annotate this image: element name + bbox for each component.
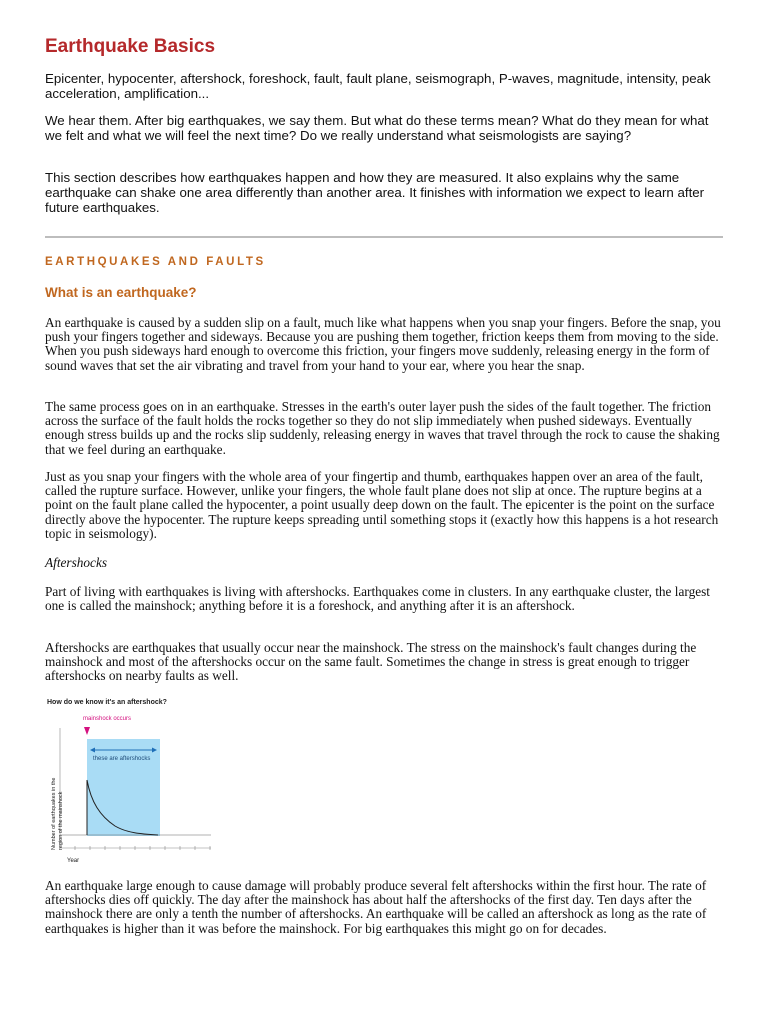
paragraph-clusters: Part of living with earthquakes is living with aftershocks. Earthquakes come in clusters. In any earthquake cluster, the largest one is called the mainshock; anything before it is a foreshock, and anything after it is an aftershock. bbox=[45, 584, 710, 614]
subheading: What is an earthquake? bbox=[45, 285, 197, 300]
paragraph-stress: Aftershocks are earthquakes that usually occur near the mainshock. The stress on the mainshock's fault changes during the mainshock and most of the aftershocks occur on the same fault. Sometimes the change in stress is great enough to trigger aftershocks on nearby faults as well. bbox=[45, 640, 697, 684]
paragraph-process: The same process goes on in an earthquake. Stresses in the earth's outer layer push the sides of the fault together. The friction across the surface of the fault holds the rocks together so they do not slip immediately when pushed sideways. Eventually enough stress builds up and the rocks slip suddenly, releasing energy in waves that travel through the rock to cause the shaking that we feel during an earthquake. bbox=[45, 399, 720, 457]
paragraph-rupture: Just as you snap your fingers with the whole area of your fingertip and thumb, earthquakes happen over an area of the fault, called the rupture surface. However, unlike your fingers, the whole fault plane does not slip at once. The rupture begins at a point on the fault plane called the hypocenter, a point usually deep down on the fault. The epicenter is the point on the surface directly above the hypocenter. The rupture keeps spreading until something stops it (exactly how this happens is a hot research topic in seismology). bbox=[45, 469, 719, 541]
aftershock-period bbox=[87, 739, 160, 836]
intro-question: We hear them. After big earthquakes, we say them. But what do these terms mean? What do they mean for what we felt and what we will feel the next time? Do we really understand what seismologists are saying? bbox=[45, 113, 709, 143]
paragraph-aftershock-rate: An earthquake large enough to cause damage will probably produce several felt aftershocks within the first hour. The rate of aftershocks dies off quickly. The day after the mainshock has about half the aftershocks of the first day. Ten days after the mainshock there are only a tenth the number of aftershocks. An earthquake will be called an aftershock as long as the rate of earthquakes is higher than it was before the mainshock. For big earthquakes this might go on for decades. bbox=[45, 878, 707, 936]
page-title: Earthquake Basics bbox=[45, 36, 216, 57]
figure-title: How do we know it's an aftershock? bbox=[47, 699, 167, 706]
section-divider bbox=[45, 236, 723, 238]
aftershocks-heading: Aftershocks bbox=[45, 555, 108, 570]
intro-terms: Epicenter, hypocenter, aftershock, foreshock, fault, fault plane, seismograph, P-waves, magnitude, intensity, peak acceleration, amplification... bbox=[45, 71, 711, 101]
aftershock-label: these are aftershocks bbox=[93, 756, 151, 762]
mainshock-label: mainshock occurs bbox=[83, 716, 132, 722]
paragraph-finger-snap: An earthquake is caused by a sudden slip on a fault, much like what happens when you snap your fingers. Before the snap, you push your fingers together and sideways. Because you are pushing them together, friction keeps them from moving to the side. When you push sideways hard enough to overcome this friction, your fingers move suddenly, releasing energy in the form of sound waves that set the air vibrating and travel from your hand to your ear, where you hear the snap. bbox=[45, 315, 721, 373]
x-axis-label: Year bbox=[67, 858, 80, 864]
intro-section-description: This section describes how earthquakes happen and how they are measured. It also explains why the same earthquake can shake one area differently than another area. It finishes with information we expect to learn after future earthquakes. bbox=[45, 170, 705, 215]
aftershock-figure bbox=[45, 694, 225, 866]
y-axis-label: Number of earthquakes in the region of the mainshock bbox=[51, 777, 64, 850]
mainshock-marker bbox=[84, 727, 90, 735]
section-kicker: EARTHQUAKES AND FAULTS bbox=[45, 256, 266, 268]
